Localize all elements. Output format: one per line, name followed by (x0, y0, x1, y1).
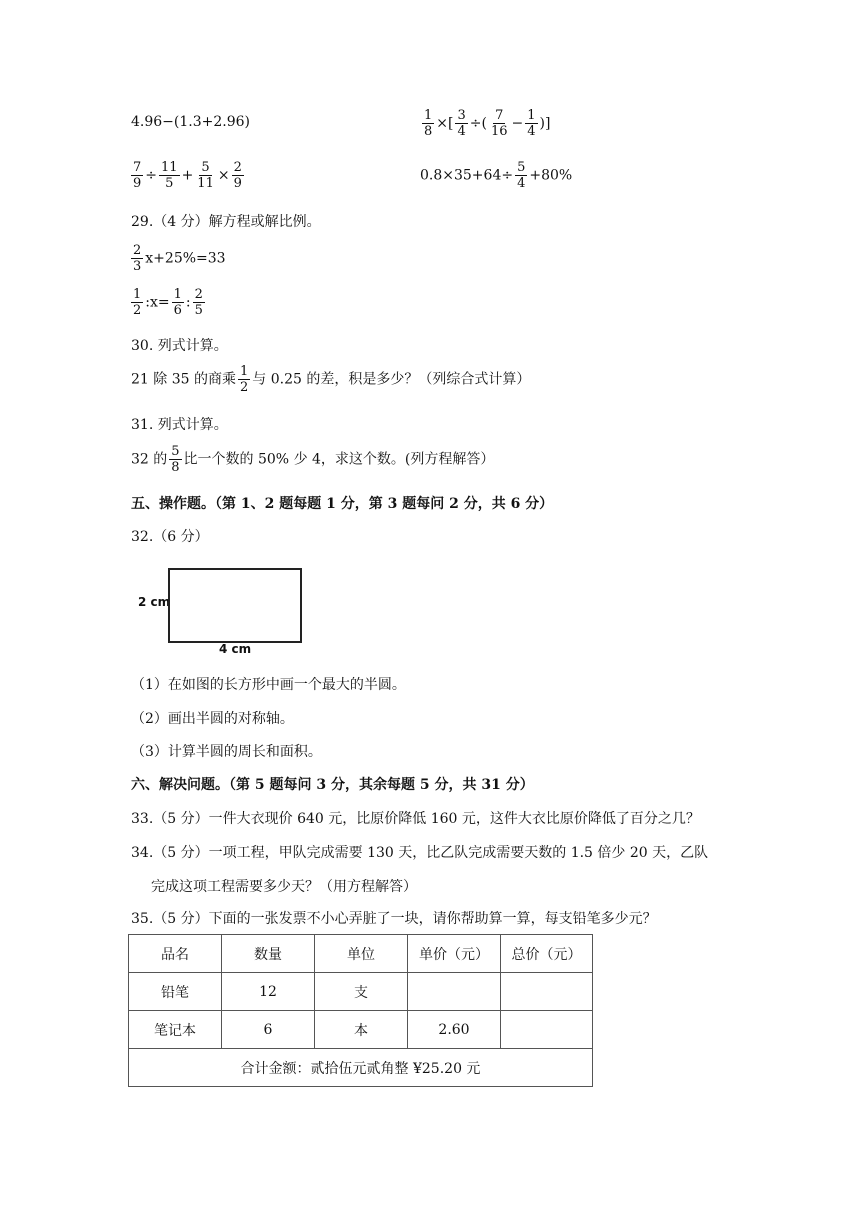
table-header-row (129, 935, 593, 973)
total-cell: 合计金额：贰拾伍元贰角整 ¥25.20 元 (129, 1049, 593, 1087)
fraction: $\frac{1}{4}$ (527, 108, 536, 139)
invoice-table (128, 934, 593, 1087)
table-row (129, 973, 593, 1011)
q32-sub-2: （2）画出半圆的对称轴。 (131, 711, 294, 727)
table-cell: 本 (315, 1011, 408, 1049)
equation-1: $\frac{2}{3}$ x+25%=33 (133, 243, 226, 274)
q32-sub-1: （1）在如图的长方形中画一个最大的半圆。 (131, 677, 406, 693)
expr-1: 4.96−(1.3+2.96) (131, 114, 250, 130)
question-32-title: 32.（6 分） (131, 529, 209, 545)
section-5-heading: 五、操作题。（第 1、2 题每题 1 分，第 3 题每问 2 分，共 6 分） (131, 496, 554, 512)
table-cell: 支 (315, 973, 408, 1011)
table-cell: 6 (222, 1011, 315, 1049)
table-cell: 铅笔 (129, 973, 222, 1011)
header-cell: 单位 (315, 935, 408, 973)
header-cell: 单价（元） (408, 935, 501, 973)
question-30-title: 30. 列式计算。 (131, 338, 228, 354)
question-34-line-1: 34.（5 分）一项工程，甲队完成需要 130 天，比乙队完成需要天数的 1.5 倍少 20 天，乙队 (131, 845, 709, 861)
fraction: $\frac{1}{8}$ (424, 108, 433, 139)
question-33: 33.（5 分）一件大衣现价 640 元，比原价降低 160 元，这件大衣比原价降低了百分之几？ (131, 811, 700, 827)
header-cell: 数量 (222, 935, 315, 973)
expr-4: 0.8×35+64÷ $\frac{5}{4}$ +80% (420, 160, 573, 191)
question-29-title: 29.（4 分）解方程或解比例。 (131, 214, 321, 230)
q32-sub-3: （3）计算半圆的周长和面积。 (131, 744, 322, 760)
table-row (129, 1011, 593, 1049)
total-row (129, 1049, 593, 1087)
fraction: $\frac{7}{16}$ (490, 108, 508, 139)
expr-3: $\frac{7}{9}$ ÷ $\frac{11}{5}$ + $\frac{5}{11}$ × $\frac{2}{9}$ (133, 160, 242, 191)
rectangle-figure (168, 568, 302, 643)
question-31-title: 31. 列式计算。 (131, 417, 228, 433)
section-6-heading: 六、解决问题。（第 5 题每问 3 分，其余每题 5 分，共 31 分） (131, 777, 534, 793)
table-cell: 笔记本 (129, 1011, 222, 1049)
proportion-1: $\frac{1}{2}$ :x= $\frac{1}{6}$ : $\frac{2}{5}$ (133, 287, 203, 318)
table-cell (501, 1011, 593, 1049)
question-31-text: 32 的 $\frac{5}{8}$ 比一个数的 50% 少 4，求这个数。(列方程解答） (131, 444, 495, 475)
expr-2: $\frac{1}{8}$ ×[ $\frac{3}{4}$ ÷( $\frac{7}{16}$ − $\frac{1}{4}$ )] (424, 108, 551, 139)
question-30-text: 21 除 35 的商乘 $\frac{1}{2}$ 与 0.25 的差，积是多少？（列综合式计算） (131, 364, 531, 395)
header-cell: 品名 (129, 935, 222, 973)
fraction: $\frac{3}{4}$ (457, 108, 466, 139)
height-label: 2 cm (138, 595, 171, 609)
table-cell: 12 (222, 973, 315, 1011)
table-cell: 2.60 (408, 1011, 501, 1049)
question-34-line-2: 完成这项工程需要多少天？（用方程解答） (151, 879, 417, 895)
table-cell (501, 973, 593, 1011)
question-35-title: 35.（5 分）下面的一张发票不小心弄脏了一块，请你帮助算一算，每支铅笔多少元？ (131, 911, 657, 927)
width-label: 4 cm (219, 642, 252, 656)
header-cell: 总价（元） (501, 935, 593, 973)
table-cell (408, 973, 501, 1011)
